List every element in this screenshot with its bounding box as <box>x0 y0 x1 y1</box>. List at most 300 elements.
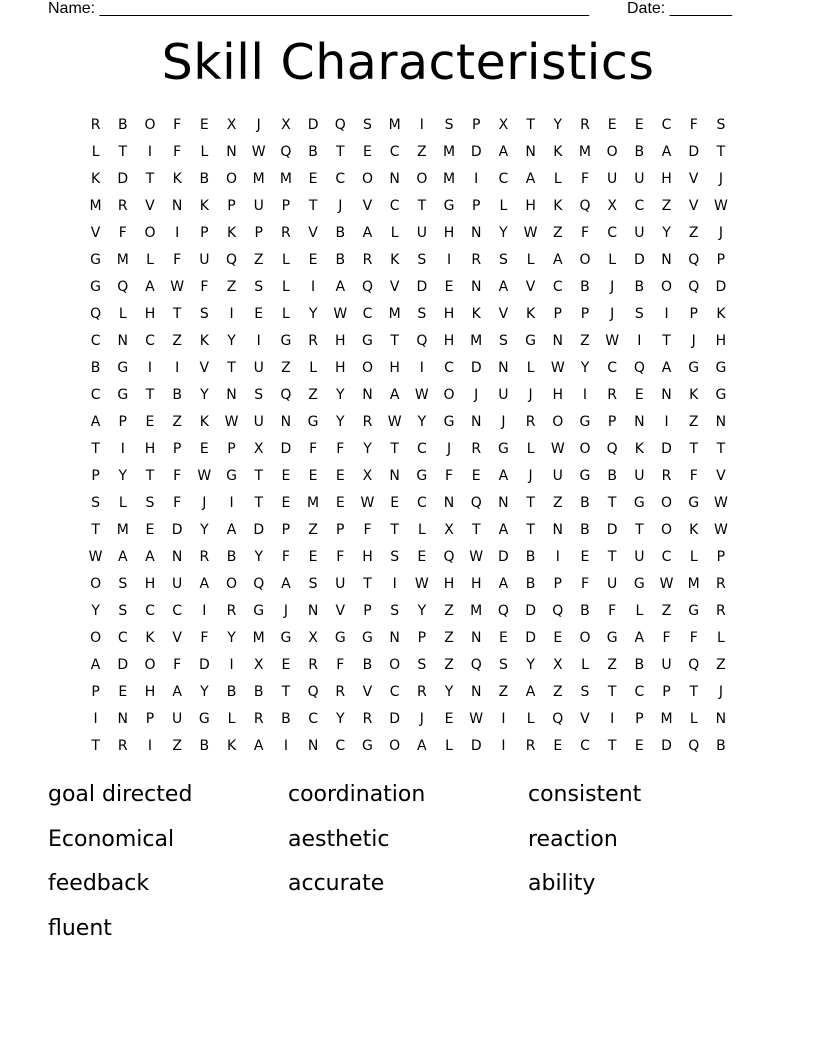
grid-letter: A <box>661 360 672 376</box>
grid-letter: F <box>173 657 182 673</box>
grid-letter: D <box>117 657 129 673</box>
grid-letter: B <box>172 387 182 403</box>
grid-letter: Z <box>607 657 617 673</box>
grid-letter: D <box>307 117 319 133</box>
grid-letter: Z <box>253 252 264 268</box>
grid-row <box>82 598 736 625</box>
grid-letter: F <box>580 576 589 592</box>
grid-letter: D <box>470 144 482 160</box>
grid-letter: E <box>607 117 617 133</box>
grid-letter: S <box>254 387 264 403</box>
grid-letter: U <box>661 657 672 673</box>
word-list-item: feedback <box>48 871 150 896</box>
grid-letter: P <box>553 576 562 592</box>
grid-letter: E <box>553 738 563 754</box>
grid-letter: C <box>607 360 618 376</box>
grid-letter: Y <box>580 360 590 376</box>
grid-letter: Y <box>91 603 100 619</box>
grid-letter: A <box>253 738 264 754</box>
grid-letter: S <box>417 306 427 322</box>
grid-letter: R <box>607 387 618 403</box>
grid-letter: F <box>689 630 698 646</box>
grid-letter: R <box>362 711 373 727</box>
grid-letter: S <box>145 495 155 511</box>
grid-letter: Q <box>416 333 428 349</box>
grid-letter: V <box>498 306 509 322</box>
grid-letter: I <box>147 144 153 160</box>
grid-letter: L <box>146 252 154 268</box>
grid-letter: M <box>388 117 401 133</box>
grid-letter: R <box>226 603 237 619</box>
grid-letter: L <box>635 603 644 619</box>
grid-letter: W <box>333 306 348 322</box>
grid-letter: X <box>253 441 264 457</box>
grid-letter: Y <box>526 657 535 673</box>
grid-letter: Q <box>606 441 618 457</box>
grid-letter: I <box>637 333 642 349</box>
grid-letter: B <box>199 171 210 187</box>
grid-letter: U <box>172 576 183 592</box>
word-list-item: accurate <box>288 871 385 896</box>
grid-letter: C <box>335 171 346 187</box>
grid-letter: L <box>526 711 535 727</box>
grid-letter: E <box>308 468 318 484</box>
grid-letter: Y <box>308 306 318 322</box>
grid-letter: M <box>116 522 129 538</box>
grid-letter: K <box>716 306 726 322</box>
grid-letter: W <box>550 360 565 376</box>
grid-letter: D <box>688 144 700 160</box>
grid-letter: P <box>254 225 263 241</box>
grid-letter: N <box>552 333 564 349</box>
grid-letter: B <box>580 603 590 619</box>
grid-letter: H <box>443 225 455 241</box>
grid-letter: P <box>172 441 182 457</box>
grid-letter: G <box>90 279 102 295</box>
grid-letter: X <box>253 657 264 673</box>
grid-letter: P <box>91 468 100 484</box>
grid-letter: Y <box>227 630 236 646</box>
grid-letter: A <box>281 576 291 592</box>
grid-letter: E <box>281 468 291 484</box>
grid-letter: R <box>199 549 210 565</box>
name-field: Name: _______________________________________________________ <box>48 0 589 17</box>
grid-letter: L <box>526 360 535 376</box>
grid-letter: I <box>311 279 316 295</box>
grid-letter: E <box>308 171 318 187</box>
grid-letter: S <box>254 279 264 295</box>
grid-letter: Z <box>688 225 699 241</box>
grid-letter: Z <box>417 144 427 160</box>
grid-letter: B <box>281 711 291 727</box>
grid-letter: M <box>470 603 483 619</box>
grid-letter: B <box>716 738 726 754</box>
grid-letter: X <box>226 117 237 133</box>
grid-letter: U <box>634 225 645 241</box>
grid-letter: O <box>606 144 618 160</box>
grid-letter: R <box>362 414 373 430</box>
grid-letter: N <box>171 549 183 565</box>
grid-letter: H <box>443 576 455 592</box>
grid-letter: R <box>281 225 291 241</box>
grid-letter: O <box>661 495 673 511</box>
grid-letter: W <box>659 576 674 592</box>
grid-letter: L <box>526 441 535 457</box>
grid-letter: Q <box>633 360 645 376</box>
word-list-item: Economical <box>48 826 175 852</box>
grid-letter: M <box>252 630 265 646</box>
grid-letter: A <box>498 144 509 160</box>
grid-letter: D <box>470 360 482 376</box>
grid-row <box>82 328 736 355</box>
grid-letter: W <box>414 576 429 592</box>
grid-letter: P <box>363 603 372 619</box>
grid-letter: M <box>252 171 265 187</box>
grid-letter: Z <box>716 657 726 673</box>
grid-letter: M <box>442 144 456 160</box>
grid-letter: O <box>389 657 401 673</box>
grid-letter: Y <box>336 711 345 727</box>
grid-letter: J <box>419 711 424 727</box>
grid-letter: W <box>523 225 538 241</box>
grid-letter: U <box>253 414 264 430</box>
grid-letter: Q <box>226 252 238 268</box>
grid-letter: L <box>309 360 317 376</box>
grid-letter: M <box>578 144 592 160</box>
grid-letter: R <box>525 414 536 430</box>
grid-letter: U <box>416 225 427 241</box>
grid-letter: E <box>308 549 318 565</box>
grid-letter: W <box>224 414 239 430</box>
grid-letter: Z <box>498 684 509 700</box>
grid-letter: E <box>118 684 128 700</box>
grid-letter: K <box>471 306 481 322</box>
grid-letter: O <box>144 225 156 241</box>
grid-letter: T <box>607 738 617 754</box>
grid-row <box>82 625 736 652</box>
grid-row <box>82 463 736 490</box>
grid-letter: Z <box>281 360 291 376</box>
grid-letter: G <box>90 252 102 268</box>
grid-letter: C <box>117 630 128 646</box>
grid-letter: J <box>718 171 723 187</box>
grid-letter: S <box>498 657 508 673</box>
grid-letter: C <box>580 738 590 754</box>
grid-letter: A <box>498 279 509 295</box>
grid-letter: D <box>117 171 129 187</box>
grid-letter: C <box>362 306 373 322</box>
grid-letter: G <box>117 360 129 376</box>
grid-letter: G <box>117 387 129 403</box>
grid-letter: G <box>280 333 292 349</box>
grid-letter: C <box>145 333 155 349</box>
grid-letter: J <box>202 495 207 511</box>
grid-letter: Z <box>661 603 672 619</box>
grid-letter: W <box>387 414 402 430</box>
grid-letter: I <box>664 306 669 322</box>
grid-letter: V <box>580 711 590 727</box>
grid-letter: N <box>226 387 237 403</box>
grid-row <box>82 355 736 382</box>
grid-letter: S <box>308 576 318 592</box>
letter-grid <box>82 112 736 760</box>
grid-letter: P <box>336 522 345 538</box>
grid-letter: Z <box>661 198 672 214</box>
grid-letter: E <box>335 468 345 484</box>
grid-letter: J <box>283 603 288 619</box>
grid-letter: M <box>388 306 401 322</box>
grid-row <box>82 706 736 733</box>
grid-letter: G <box>688 603 700 619</box>
grid-letter: B <box>308 144 318 160</box>
grid-letter: B <box>226 549 237 565</box>
grid-letter: N <box>307 738 319 754</box>
grid-letter: E <box>363 144 372 160</box>
grid-letter: B <box>117 117 128 133</box>
grid-letter: K <box>226 225 237 241</box>
grid-letter: T <box>145 387 155 403</box>
grid-letter: Z <box>308 387 318 403</box>
grid-letter: G <box>226 468 237 484</box>
grid-letter: C <box>552 279 563 295</box>
grid-letter: T <box>254 495 263 511</box>
grid-letter: B <box>580 522 590 538</box>
grid-letter: Y <box>118 468 128 484</box>
grid-letter: Z <box>172 738 182 754</box>
word-list-item: ability <box>528 871 596 896</box>
grid-letter: T <box>635 522 644 538</box>
grid-letter: Z <box>308 522 318 538</box>
grid-letter: P <box>607 414 617 430</box>
grid-letter: L <box>499 198 508 214</box>
grid-letter: Q <box>280 144 292 160</box>
grid-letter: X <box>607 198 617 214</box>
grid-letter: N <box>470 684 482 700</box>
grid-letter: Y <box>336 414 345 430</box>
grid-letter: B <box>634 279 645 295</box>
grid-letter: L <box>689 549 698 565</box>
grid-letter: F <box>580 171 589 187</box>
grid-letter: S <box>444 117 454 133</box>
grid-letter: R <box>471 441 482 457</box>
grid-letter: T <box>390 522 399 538</box>
grid-letter: T <box>607 549 617 565</box>
grid-letter: K <box>553 144 563 160</box>
grid-letter: Q <box>688 738 700 754</box>
grid-letter: B <box>525 576 536 592</box>
grid-letter: E <box>580 549 590 565</box>
grid-letter: B <box>634 144 645 160</box>
grid-letter: F <box>336 657 345 673</box>
grid-letter: X <box>362 468 373 484</box>
grid-letter: E <box>254 306 264 322</box>
grid-letter: I <box>256 333 261 349</box>
grid-letter: H <box>552 387 564 403</box>
grid-letter: C <box>416 495 427 511</box>
grid-letter: T <box>336 144 345 160</box>
grid-letter: I <box>392 576 397 592</box>
grid-letter: C <box>498 171 509 187</box>
grid-letter: G <box>307 414 319 430</box>
grid-letter: L <box>282 279 290 295</box>
grid-letter: D <box>389 711 401 727</box>
grid-letter: E <box>199 117 209 133</box>
grid-letter: M <box>442 171 456 187</box>
grid-letter: C <box>661 117 672 133</box>
grid-letter: L <box>282 306 290 322</box>
grid-letter: O <box>226 576 238 592</box>
grid-letter: C <box>607 225 618 241</box>
grid-letter: T <box>526 117 535 133</box>
grid-letter: T <box>363 576 372 592</box>
grid-letter: H <box>443 306 455 322</box>
grid-letter: Y <box>662 225 671 241</box>
grid-letter: T <box>662 333 671 349</box>
grid-letter: P <box>227 441 236 457</box>
grid-row <box>82 112 736 139</box>
grid-letter: N <box>661 387 672 403</box>
grid-letter: Q <box>688 657 700 673</box>
grid-letter: A <box>90 414 101 430</box>
grid-letter: E <box>199 441 209 457</box>
grid-letter: L <box>553 171 562 187</box>
grid-letter: H <box>525 198 536 214</box>
grid-letter: B <box>634 657 645 673</box>
grid-letter: Q <box>688 279 700 295</box>
grid-letter: C <box>661 549 672 565</box>
grid-letter: F <box>200 630 209 646</box>
grid-letter: N <box>470 225 482 241</box>
grid-letter: H <box>715 333 727 349</box>
grid-letter: A <box>199 576 210 592</box>
grid-letter: R <box>525 738 536 754</box>
grid-letter: Q <box>443 549 455 565</box>
grid-letter: N <box>389 171 400 187</box>
grid-letter: N <box>498 495 509 511</box>
grid-letter: F <box>689 468 698 484</box>
grid-letter: R <box>308 333 318 349</box>
grid-letter: U <box>634 468 645 484</box>
grid-row <box>82 274 736 301</box>
grid-letter: K <box>226 738 237 754</box>
grid-letter: I <box>202 603 207 619</box>
grid-letter: Q <box>552 711 564 727</box>
grid-letter: A <box>525 171 536 187</box>
grid-letter: K <box>172 171 182 187</box>
grid-letter: T <box>471 522 481 538</box>
grid-letter: A <box>498 522 509 538</box>
grid-letter: P <box>281 198 291 214</box>
grid-letter: P <box>281 522 291 538</box>
grid-letter: Q <box>552 603 564 619</box>
grid-letter: F <box>200 279 209 295</box>
grid-letter: T <box>308 198 318 214</box>
grid-letter: J <box>610 306 615 322</box>
grid-letter: G <box>334 630 346 646</box>
grid-letter: M <box>660 711 673 727</box>
grid-letter: K <box>526 306 536 322</box>
grid-letter: A <box>335 279 346 295</box>
grid-letter: V <box>199 360 210 376</box>
word-list-item: aesthetic <box>288 826 390 852</box>
grid-letter: X <box>552 657 563 673</box>
grid-letter: S <box>634 306 644 322</box>
grid-letter: B <box>580 495 590 511</box>
grid-letter: Y <box>200 522 209 538</box>
grid-letter: X <box>498 117 509 133</box>
grid-letter: V <box>389 279 400 295</box>
grid-letter: E <box>417 549 427 565</box>
grid-letter: T <box>91 522 100 538</box>
grid-letter: K <box>199 198 209 214</box>
grid-letter: T <box>145 468 155 484</box>
grid-letter: J <box>718 225 723 241</box>
grid-letter: V <box>145 198 155 214</box>
grid-letter: D <box>525 603 536 619</box>
grid-letter: M <box>89 198 102 214</box>
grid-letter: L <box>282 252 290 268</box>
grid-letter: G <box>416 468 428 484</box>
grid-letter: C <box>389 198 400 214</box>
grid-letter: N <box>280 414 292 430</box>
grid-letter: C <box>634 198 645 214</box>
grid-letter: W <box>88 549 103 565</box>
grid-letter: F <box>336 441 345 457</box>
grid-letter: C <box>145 603 155 619</box>
grid-letter: T <box>91 738 100 754</box>
grid-letter: E <box>390 495 400 511</box>
grid-row <box>82 193 736 220</box>
grid-letter: G <box>715 387 727 403</box>
grid-letter: N <box>715 414 727 430</box>
grid-letter: U <box>498 387 509 403</box>
grid-letter: E <box>634 387 644 403</box>
grid-letter: N <box>226 144 237 160</box>
grid-row <box>82 139 736 166</box>
grid-letter: A <box>498 576 509 592</box>
grid-letter: I <box>610 711 615 727</box>
grid-letter: G <box>443 198 455 214</box>
grid-letter: G <box>606 630 618 646</box>
grid-letter: D <box>280 441 292 457</box>
grid-letter: T <box>254 468 263 484</box>
grid-letter: A <box>145 549 155 565</box>
grid-letter: Z <box>552 495 563 511</box>
grid-letter: A <box>498 468 509 484</box>
grid-letter: F <box>445 468 454 484</box>
grid-letter: E <box>335 495 345 511</box>
grid-letter: L <box>118 306 127 322</box>
word-list-item: fluent <box>48 915 112 941</box>
grid-letter: O <box>90 630 102 646</box>
grid-letter: S <box>390 603 400 619</box>
grid-letter: W <box>550 441 565 457</box>
grid-letter: F <box>608 603 617 619</box>
grid-letter: B <box>226 684 237 700</box>
grid-letter: J <box>691 333 696 349</box>
grid-letter: I <box>664 414 669 430</box>
grid-letter: I <box>283 738 288 754</box>
grid-letter: O <box>552 414 564 430</box>
grid-letter: D <box>253 522 265 538</box>
grid-letter: P <box>91 684 100 700</box>
grid-letter: G <box>198 711 210 727</box>
grid-letter: K <box>199 333 209 349</box>
grid-letter: C <box>389 684 400 700</box>
grid-letter: W <box>469 549 484 565</box>
grid-letter: Q <box>470 657 482 673</box>
grid-letter: F <box>173 468 182 484</box>
